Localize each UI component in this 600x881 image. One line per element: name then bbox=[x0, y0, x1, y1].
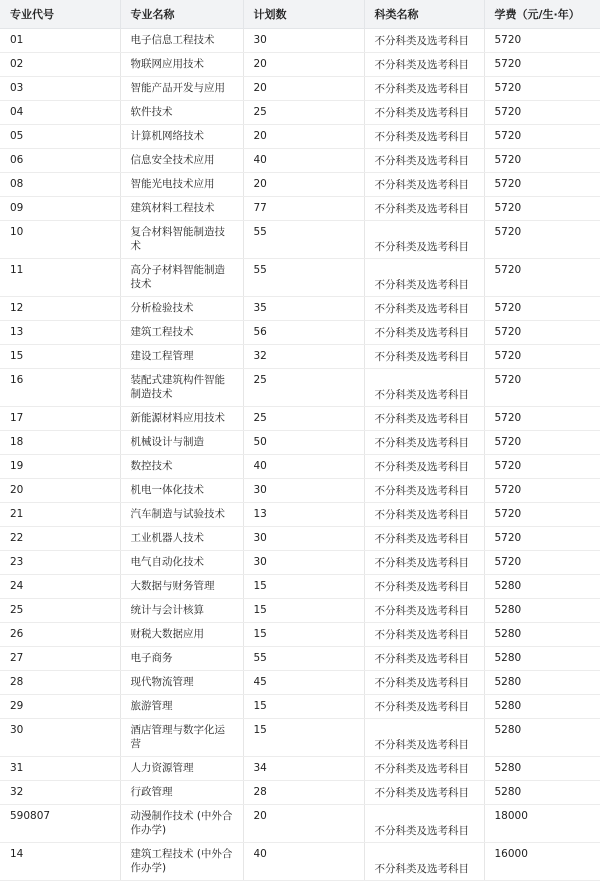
major-name-cell: 旅游管理 bbox=[120, 695, 243, 719]
table-row bbox=[0, 805, 600, 843]
table-row bbox=[0, 551, 600, 575]
header-tuition-fee: 学费（元/生·年） bbox=[484, 0, 600, 29]
category-name-cell: 不分科类及选考科目 bbox=[364, 297, 484, 321]
tuition-fee-cell: 5720 bbox=[484, 369, 600, 407]
category-name-cell: 不分科类及选考科目 bbox=[364, 695, 484, 719]
tuition-fee-cell: 5720 bbox=[484, 321, 600, 345]
plan-count-cell: 25 bbox=[243, 407, 364, 431]
major-code-cell: 16 bbox=[0, 369, 120, 407]
tuition-fee-cell: 5280 bbox=[484, 647, 600, 671]
plan-count-cell: 15 bbox=[243, 599, 364, 623]
major-name-cell: 工业机器人技术 bbox=[120, 527, 243, 551]
header-major-name: 专业名称 bbox=[120, 0, 243, 29]
table-row bbox=[0, 479, 600, 503]
category-name-cell: 不分科类及选考科目 bbox=[364, 527, 484, 551]
tuition-fee-cell: 5280 bbox=[484, 623, 600, 647]
category-name-cell: 不分科类及选考科目 bbox=[364, 197, 484, 221]
plan-count-cell: 40 bbox=[243, 455, 364, 479]
major-code-cell: 04 bbox=[0, 101, 120, 125]
plan-count-cell: 32 bbox=[243, 345, 364, 369]
major-name-cell: 机械设计与制造 bbox=[120, 431, 243, 455]
table-row bbox=[0, 647, 600, 671]
major-name-cell: 人力资源管理 bbox=[120, 757, 243, 781]
table-row bbox=[0, 77, 600, 101]
header-major-code: 专业代号 bbox=[0, 0, 120, 29]
plan-count-cell: 25 bbox=[243, 369, 364, 407]
major-code-cell: 21 bbox=[0, 503, 120, 527]
tuition-fee-cell: 5280 bbox=[484, 719, 600, 757]
major-code-cell: 09 bbox=[0, 197, 120, 221]
category-name-cell: 不分科类及选考科目 bbox=[364, 259, 484, 297]
table-row bbox=[0, 719, 600, 757]
category-name-cell: 不分科类及选考科目 bbox=[364, 805, 484, 843]
tuition-fee-cell: 5720 bbox=[484, 503, 600, 527]
major-code-cell: 02 bbox=[0, 53, 120, 77]
category-name-cell: 不分科类及选考科目 bbox=[364, 781, 484, 805]
tuition-fee-cell: 5280 bbox=[484, 671, 600, 695]
major-code-cell: 25 bbox=[0, 599, 120, 623]
category-name-cell: 不分科类及选考科目 bbox=[364, 551, 484, 575]
tuition-fee-cell: 5720 bbox=[484, 197, 600, 221]
major-name-cell: 装配式建筑构件智能制造技术 bbox=[120, 369, 243, 407]
table-row bbox=[0, 149, 600, 173]
category-name-cell: 不分科类及选考科目 bbox=[364, 407, 484, 431]
major-name-cell: 复合材料智能制造技术 bbox=[120, 221, 243, 259]
major-code-cell: 32 bbox=[0, 781, 120, 805]
category-name-cell: 不分科类及选考科目 bbox=[364, 719, 484, 757]
plan-count-cell: 35 bbox=[243, 297, 364, 321]
major-name-cell: 酒店管理与数字化运营 bbox=[120, 719, 243, 757]
major-name-cell: 智能产品开发与应用 bbox=[120, 77, 243, 101]
plan-count-cell: 30 bbox=[243, 551, 364, 575]
category-name-cell: 不分科类及选考科目 bbox=[364, 479, 484, 503]
plan-count-cell: 55 bbox=[243, 259, 364, 297]
tuition-fee-cell: 5720 bbox=[484, 407, 600, 431]
tuition-fee-cell: 5720 bbox=[484, 29, 600, 53]
tuition-fee-cell: 5280 bbox=[484, 599, 600, 623]
major-code-cell: 13 bbox=[0, 321, 120, 345]
tuition-fee-cell: 5720 bbox=[484, 527, 600, 551]
major-name-cell: 电子商务 bbox=[120, 647, 243, 671]
major-code-cell: 27 bbox=[0, 647, 120, 671]
major-name-cell: 建筑材料工程技术 bbox=[120, 197, 243, 221]
major-name-cell: 智能光电技术应用 bbox=[120, 173, 243, 197]
plan-count-cell: 13 bbox=[243, 503, 364, 527]
tuition-fee-cell: 5720 bbox=[484, 551, 600, 575]
major-name-cell: 分析检验技术 bbox=[120, 297, 243, 321]
major-code-cell: 05 bbox=[0, 125, 120, 149]
table-row bbox=[0, 671, 600, 695]
tuition-fee-cell: 5720 bbox=[484, 125, 600, 149]
table-row bbox=[0, 843, 600, 881]
plan-count-cell: 20 bbox=[243, 125, 364, 149]
plan-count-cell: 20 bbox=[243, 805, 364, 843]
table-row bbox=[0, 599, 600, 623]
category-name-cell: 不分科类及选考科目 bbox=[364, 647, 484, 671]
major-name-cell: 行政管理 bbox=[120, 781, 243, 805]
tuition-fee-cell: 5720 bbox=[484, 101, 600, 125]
major-name-cell: 电子信息工程技术 bbox=[120, 29, 243, 53]
major-name-cell: 电气自动化技术 bbox=[120, 551, 243, 575]
table-row bbox=[0, 101, 600, 125]
plan-count-cell: 30 bbox=[243, 479, 364, 503]
category-name-cell: 不分科类及选考科目 bbox=[364, 623, 484, 647]
tuition-fee-cell: 5720 bbox=[484, 479, 600, 503]
table-body bbox=[0, 29, 600, 881]
major-code-cell: 26 bbox=[0, 623, 120, 647]
plan-count-cell: 45 bbox=[243, 671, 364, 695]
table-row bbox=[0, 221, 600, 259]
tuition-fee-cell: 5720 bbox=[484, 455, 600, 479]
major-code-cell: 18 bbox=[0, 431, 120, 455]
tuition-fee-cell: 5720 bbox=[484, 297, 600, 321]
tuition-fee-cell: 5720 bbox=[484, 77, 600, 101]
tuition-fee-cell: 16000 bbox=[484, 843, 600, 881]
major-code-cell: 590807 bbox=[0, 805, 120, 843]
table-row bbox=[0, 781, 600, 805]
category-name-cell: 不分科类及选考科目 bbox=[364, 503, 484, 527]
category-name-cell: 不分科类及选考科目 bbox=[364, 101, 484, 125]
major-code-cell: 08 bbox=[0, 173, 120, 197]
major-name-cell: 物联网应用技术 bbox=[120, 53, 243, 77]
major-code-cell: 01 bbox=[0, 29, 120, 53]
plan-count-cell: 28 bbox=[243, 781, 364, 805]
plan-count-cell: 15 bbox=[243, 695, 364, 719]
table-row bbox=[0, 297, 600, 321]
table-header-row bbox=[0, 0, 600, 29]
category-name-cell: 不分科类及选考科目 bbox=[364, 77, 484, 101]
table-row bbox=[0, 431, 600, 455]
major-code-cell: 19 bbox=[0, 455, 120, 479]
category-name-cell: 不分科类及选考科目 bbox=[364, 149, 484, 173]
major-code-cell: 03 bbox=[0, 77, 120, 101]
category-name-cell: 不分科类及选考科目 bbox=[364, 321, 484, 345]
major-name-cell: 机电一体化技术 bbox=[120, 479, 243, 503]
header-plan-count: 计划数 bbox=[243, 0, 364, 29]
major-name-cell: 财税大数据应用 bbox=[120, 623, 243, 647]
plan-count-cell: 55 bbox=[243, 647, 364, 671]
plan-count-cell: 50 bbox=[243, 431, 364, 455]
category-name-cell: 不分科类及选考科目 bbox=[364, 671, 484, 695]
plan-count-cell: 20 bbox=[243, 173, 364, 197]
major-name-cell: 统计与会计核算 bbox=[120, 599, 243, 623]
category-name-cell: 不分科类及选考科目 bbox=[364, 29, 484, 53]
table-row bbox=[0, 623, 600, 647]
plan-count-cell: 40 bbox=[243, 843, 364, 881]
table-row bbox=[0, 321, 600, 345]
plan-count-cell: 20 bbox=[243, 53, 364, 77]
plan-count-cell: 56 bbox=[243, 321, 364, 345]
tuition-fee-cell: 5280 bbox=[484, 757, 600, 781]
table-row bbox=[0, 197, 600, 221]
category-name-cell: 不分科类及选考科目 bbox=[364, 125, 484, 149]
category-name-cell: 不分科类及选考科目 bbox=[364, 843, 484, 881]
major-name-cell: 数控技术 bbox=[120, 455, 243, 479]
category-name-cell: 不分科类及选考科目 bbox=[364, 455, 484, 479]
major-name-cell: 信息安全技术应用 bbox=[120, 149, 243, 173]
header-category-name: 科类名称 bbox=[364, 0, 484, 29]
major-code-cell: 24 bbox=[0, 575, 120, 599]
major-name-cell: 建筑工程技术 bbox=[120, 321, 243, 345]
tuition-fee-cell: 5720 bbox=[484, 53, 600, 77]
major-code-cell: 10 bbox=[0, 221, 120, 259]
tuition-fee-cell: 5720 bbox=[484, 221, 600, 259]
plan-count-cell: 15 bbox=[243, 719, 364, 757]
plan-count-cell: 15 bbox=[243, 623, 364, 647]
plan-count-cell: 34 bbox=[243, 757, 364, 781]
table-row bbox=[0, 345, 600, 369]
major-code-cell: 14 bbox=[0, 843, 120, 881]
plan-count-cell: 30 bbox=[243, 527, 364, 551]
plan-count-cell: 15 bbox=[243, 575, 364, 599]
plan-count-cell: 25 bbox=[243, 101, 364, 125]
major-name-cell: 建筑工程技术 (中外合作办学) bbox=[120, 843, 243, 881]
plan-count-cell: 77 bbox=[243, 197, 364, 221]
tuition-fee-cell: 5720 bbox=[484, 431, 600, 455]
major-name-cell: 建设工程管理 bbox=[120, 345, 243, 369]
table-row bbox=[0, 527, 600, 551]
tuition-fee-cell: 18000 bbox=[484, 805, 600, 843]
table-row bbox=[0, 125, 600, 149]
major-name-cell: 软件技术 bbox=[120, 101, 243, 125]
major-code-cell: 15 bbox=[0, 345, 120, 369]
table-row bbox=[0, 369, 600, 407]
table-row bbox=[0, 455, 600, 479]
table-row bbox=[0, 53, 600, 77]
tuition-fee-cell: 5720 bbox=[484, 345, 600, 369]
major-name-cell: 高分子材料智能制造技术 bbox=[120, 259, 243, 297]
major-name-cell: 汽车制造与试验技术 bbox=[120, 503, 243, 527]
category-name-cell: 不分科类及选考科目 bbox=[364, 575, 484, 599]
category-name-cell: 不分科类及选考科目 bbox=[364, 369, 484, 407]
table-row bbox=[0, 173, 600, 197]
table-row bbox=[0, 29, 600, 53]
category-name-cell: 不分科类及选考科目 bbox=[364, 757, 484, 781]
tuition-fee-cell: 5280 bbox=[484, 695, 600, 719]
plan-count-cell: 20 bbox=[243, 77, 364, 101]
major-name-cell: 大数据与财务管理 bbox=[120, 575, 243, 599]
major-code-cell: 11 bbox=[0, 259, 120, 297]
tuition-fee-cell: 5280 bbox=[484, 781, 600, 805]
major-name-cell: 计算机网络技术 bbox=[120, 125, 243, 149]
major-code-cell: 17 bbox=[0, 407, 120, 431]
plan-count-cell: 40 bbox=[243, 149, 364, 173]
tuition-fee-cell: 5720 bbox=[484, 259, 600, 297]
major-code-cell: 22 bbox=[0, 527, 120, 551]
category-name-cell: 不分科类及选考科目 bbox=[364, 431, 484, 455]
major-code-cell: 28 bbox=[0, 671, 120, 695]
category-name-cell: 不分科类及选考科目 bbox=[364, 53, 484, 77]
major-code-cell: 23 bbox=[0, 551, 120, 575]
tuition-fee-cell: 5280 bbox=[484, 575, 600, 599]
tuition-fee-cell: 5720 bbox=[484, 149, 600, 173]
category-name-cell: 不分科类及选考科目 bbox=[364, 173, 484, 197]
major-code-cell: 06 bbox=[0, 149, 120, 173]
major-code-cell: 30 bbox=[0, 719, 120, 757]
category-name-cell: 不分科类及选考科目 bbox=[364, 345, 484, 369]
table-row bbox=[0, 407, 600, 431]
plan-count-cell: 30 bbox=[243, 29, 364, 53]
major-name-cell: 现代物流管理 bbox=[120, 671, 243, 695]
major-code-cell: 12 bbox=[0, 297, 120, 321]
major-name-cell: 动漫制作技术 (中外合作办学) bbox=[120, 805, 243, 843]
category-name-cell: 不分科类及选考科目 bbox=[364, 221, 484, 259]
table-row bbox=[0, 757, 600, 781]
major-code-cell: 31 bbox=[0, 757, 120, 781]
table-row bbox=[0, 259, 600, 297]
table-row bbox=[0, 575, 600, 599]
major-code-cell: 20 bbox=[0, 479, 120, 503]
major-name-cell: 新能源材料应用技术 bbox=[120, 407, 243, 431]
table-row bbox=[0, 503, 600, 527]
category-name-cell: 不分科类及选考科目 bbox=[364, 599, 484, 623]
tuition-fee-cell: 5720 bbox=[484, 173, 600, 197]
major-code-cell: 29 bbox=[0, 695, 120, 719]
plan-count-cell: 55 bbox=[243, 221, 364, 259]
table-row bbox=[0, 695, 600, 719]
